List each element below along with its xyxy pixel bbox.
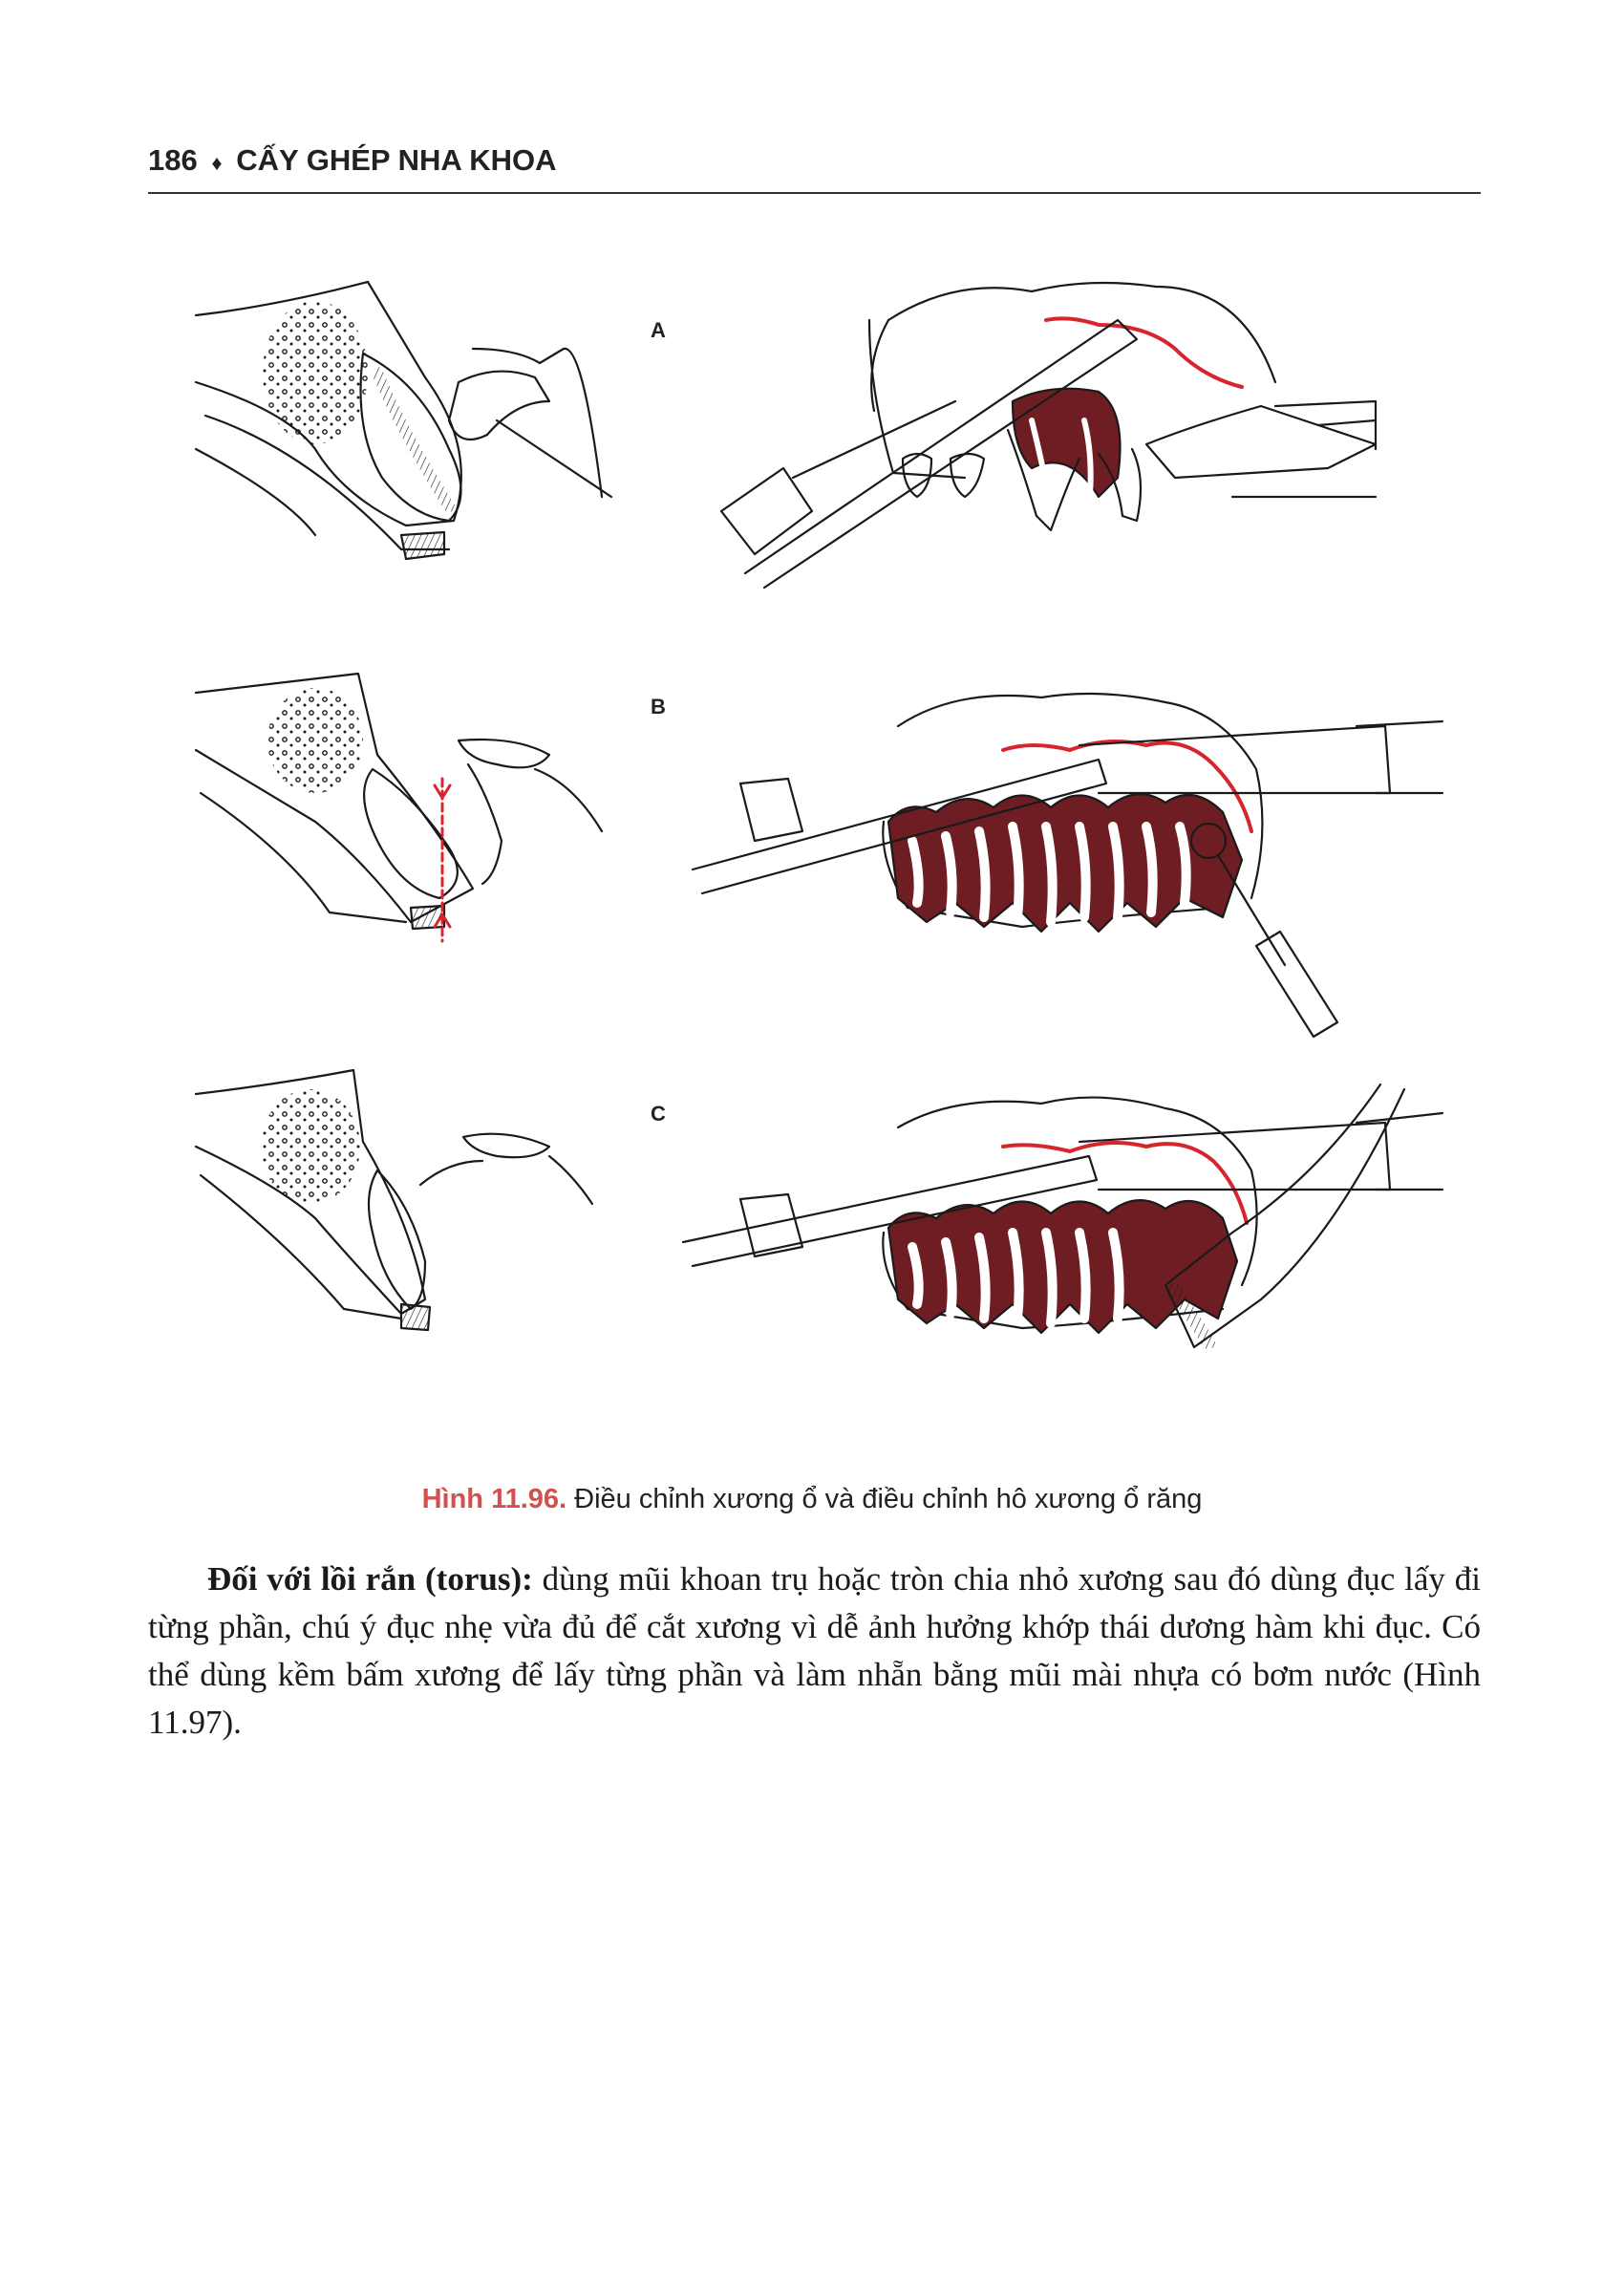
book-title: CẤY GHÉP NHA KHOA xyxy=(236,143,557,177)
caption-label: Hình 11.96. xyxy=(421,1484,567,1514)
diamond-separator-icon: ♦ xyxy=(211,151,223,175)
panel-a-cross-section xyxy=(196,282,611,559)
caption-text: Điều chỉnh xương ổ và điều chỉnh hô xương ổ răng xyxy=(574,1484,1203,1514)
panel-label-c: C xyxy=(651,1102,666,1126)
page-number: 186 xyxy=(148,143,198,177)
panel-b-jaw xyxy=(693,694,1442,1037)
body-paragraph xyxy=(148,1556,1481,1747)
panel-c-jaw xyxy=(683,1084,1442,1347)
panel-a-jaw xyxy=(721,283,1376,588)
paragraph-lead: Đối với lồi rắn (torus): xyxy=(207,1560,533,1598)
paragraph-text: dùng mũi khoan trụ hoặc tròn chia nhỏ xương sau đó dùng đục lấy đi từng phần, chú ý đục nhẹ vừa đủ để cắt xương vì dễ ảnh hưởng khớp thái dương hàm khi đục. Có thể dùng kềm bấm xương để lấy từng phần và làm nhẵn bằng mũi mài nhựa có bơm nước (Hình 11.97). xyxy=(148,1560,1481,1741)
panel-label-b: B xyxy=(651,695,666,719)
panel-b-cross-section xyxy=(196,674,602,941)
panel-label-a: A xyxy=(651,318,666,342)
figure-caption xyxy=(0,1484,1624,1515)
panel-c-cross-section xyxy=(196,1070,592,1330)
